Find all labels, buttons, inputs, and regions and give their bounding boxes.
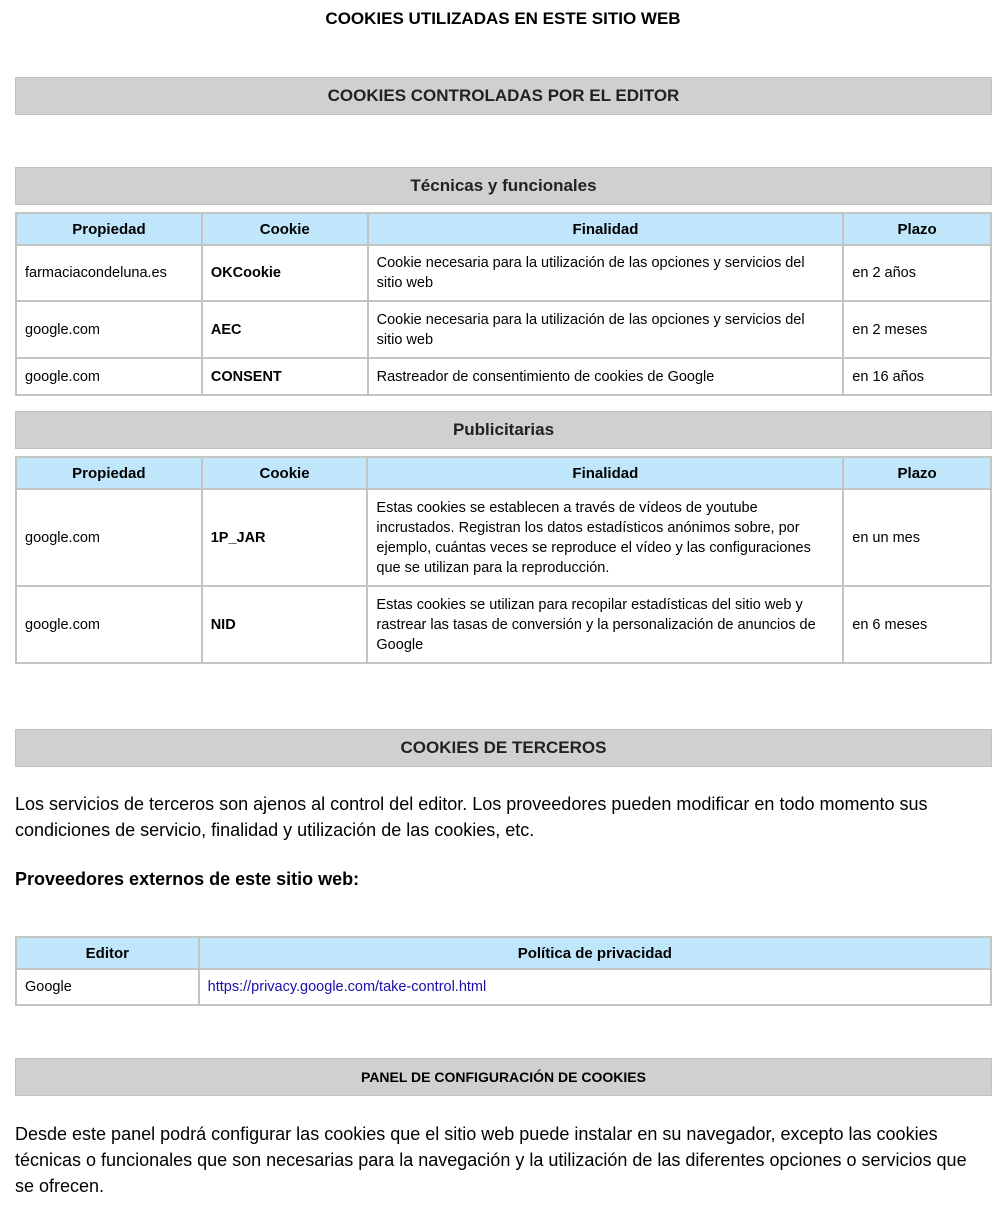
advertising-cookies-table [15,456,992,664]
table-row [16,245,991,301]
property-cell: google.com [16,358,202,395]
term-cell: en 2 meses [843,301,991,358]
providers-table [15,936,992,1006]
cookie-cell: CONSENT [202,358,368,395]
privacy-policy-link[interactable]: https://privacy.google.com/take-control.html [207,979,487,995]
column-header: Propiedad [16,457,202,489]
table-row [16,358,991,395]
technical-section-header: Técnicas y funcionales [15,167,992,205]
table-row [16,586,991,663]
table-header-row [16,457,991,489]
cookie-cell: OKCookie [202,245,368,301]
table-row [16,301,991,358]
table-row [16,969,991,1005]
cookie-cell: AEC [202,301,368,358]
editor-cell: Google [16,969,199,1005]
page-title: COOKIES UTILIZADAS EN ESTE SITIO WEB [325,9,681,28]
purpose-cell: Cookie necesaria para la utilización de las opciones y servicios del sitio web [368,301,844,358]
privacy-policy-cell [199,969,991,1005]
column-header: Propiedad [16,213,202,245]
cookie-panel-paragraph: Desde este panel podrá configurar las cookies que el sitio web puede instalar en su navegador, excepto las cookies técnicas o funcionales que son necesarias para la navegación y la utilización de las diferentes opciones o servicios que se ofrecen. [15,1124,967,1196]
table-row [16,489,991,586]
column-header: Finalidad [367,457,843,489]
term-cell: en 6 meses [843,586,991,663]
column-header: Plazo [843,213,991,245]
third-party-section-header: COOKIES DE TERCEROS [15,729,992,767]
term-cell: en 16 años [843,358,991,395]
purpose-cell: Rastreador de consentimiento de cookies de Google [368,358,844,395]
technical-cookies-table [15,212,992,396]
cookie-cell: NID [202,586,368,663]
column-header: Cookie [202,213,368,245]
property-cell: google.com [16,301,202,358]
advertising-section-header: Publicitarias [15,411,992,449]
property-cell: google.com [16,489,202,586]
table-header-row [16,213,991,245]
property-cell: google.com [16,586,202,663]
purpose-cell: Estas cookies se establecen a través de vídeos de youtube incrustados. Registran los datos estadísticos anónimos sobre, por ejemplo, cuántas veces se reproduce el vídeo y las configuraciones que se utilizan para la reproducción. [367,489,843,586]
column-header: Cookie [202,457,368,489]
term-cell: en un mes [843,489,991,586]
property-cell: farmaciacondeluna.es [16,245,202,301]
providers-label: Proveedores externos de este sitio web: [15,869,360,889]
column-header: Política de privacidad [199,937,991,969]
third-party-paragraph: Los servicios de terceros son ajenos al control del editor. Los proveedores pueden modificar en todo momento sus condiciones de servicio, finalidad y utilización de las cookies, etc. [15,794,928,840]
column-header: Finalidad [368,213,844,245]
term-cell: en 2 años [843,245,991,301]
table-header-row [16,937,991,969]
column-header: Editor [16,937,199,969]
cookie-cell: 1P_JAR [202,489,368,586]
cookie-panel-header: PANEL DE CONFIGURACIÓN DE COOKIES [15,1058,992,1096]
purpose-cell: Cookie necesaria para la utilización de las opciones y servicios del sitio web [368,245,844,301]
editor-section-header: COOKIES CONTROLADAS POR EL EDITOR [15,77,992,115]
purpose-cell: Estas cookies se utilizan para recopilar estadísticas del sitio web y rastrear las tasas de conversión y la personalización de anuncios de Google [367,586,843,663]
column-header: Plazo [843,457,991,489]
